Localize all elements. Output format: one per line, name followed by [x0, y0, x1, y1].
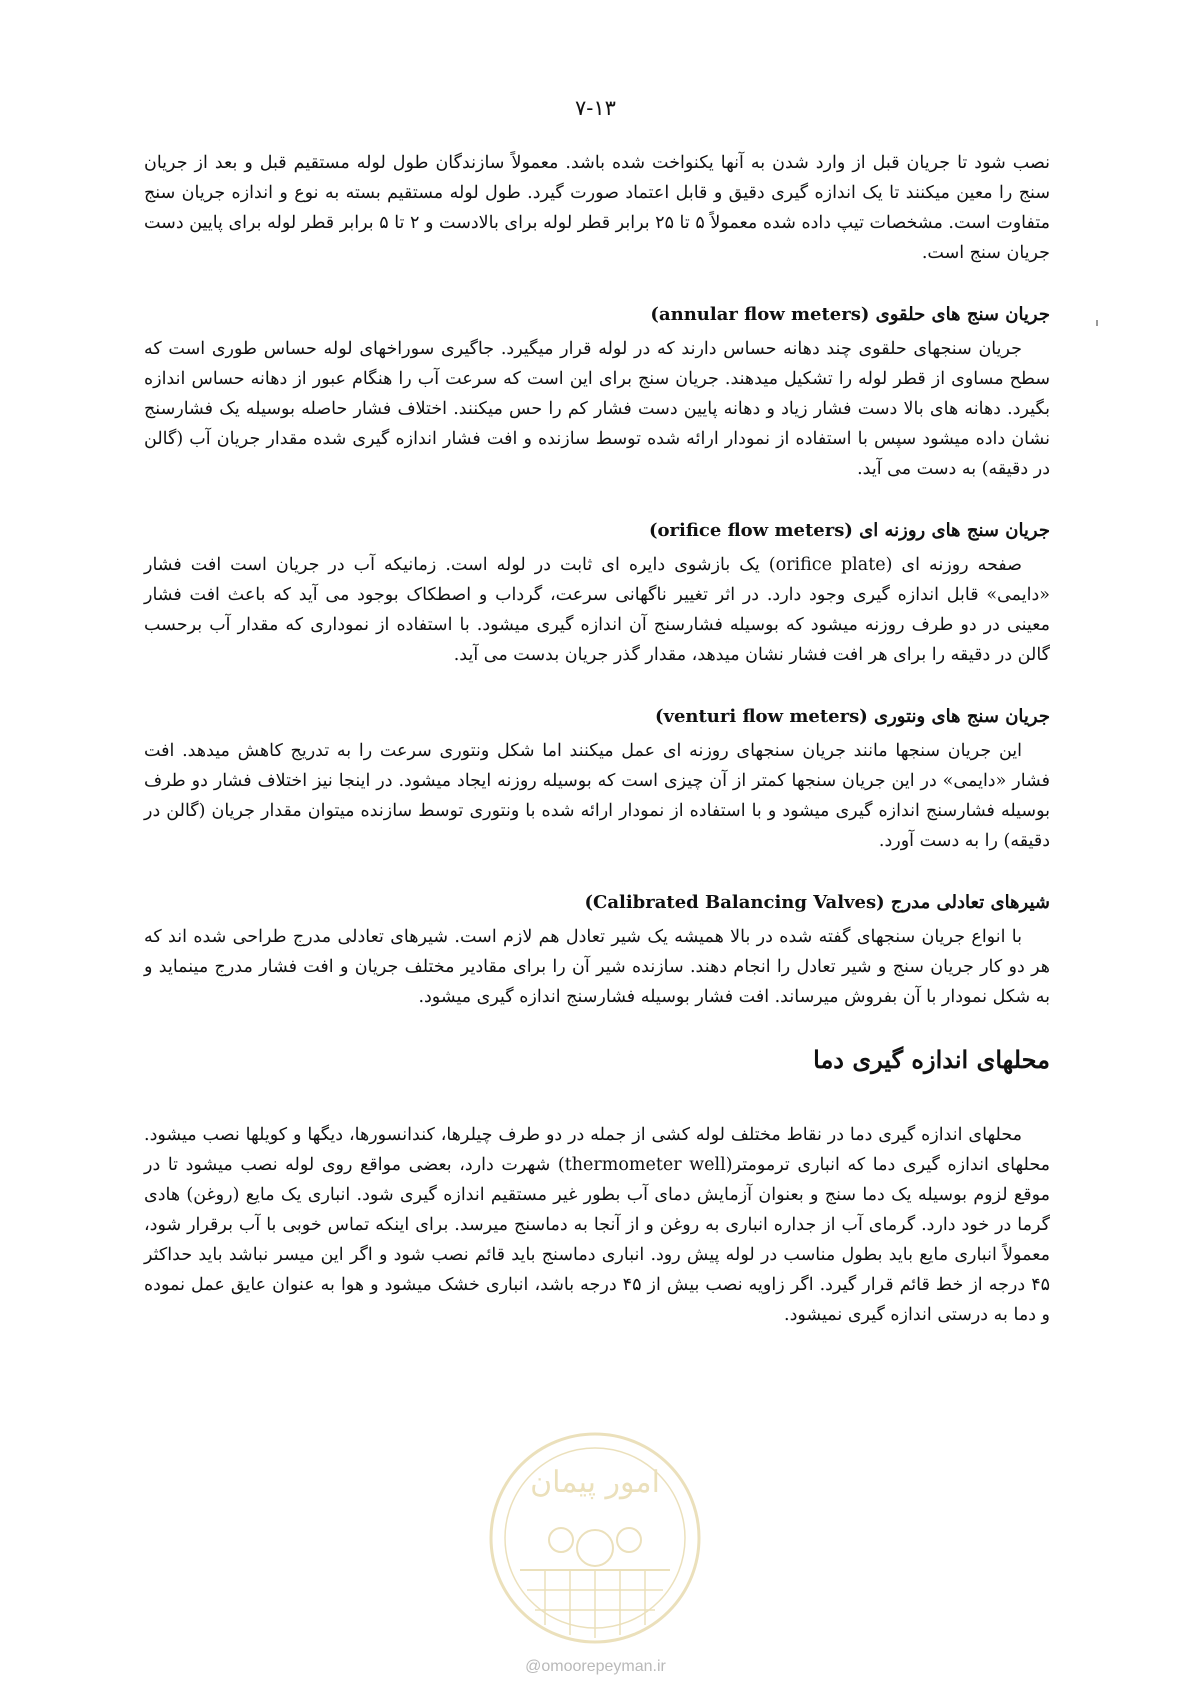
section-body-venturi: این جریان سنجها مانند جریان سنجهای روزنه ای عمل میکنند اما شکل ونتوری سرعت را به تدریج کاهش میدهد. افت فشار «دایمی» در این جریان سنجها کمتر از آن چیزی است که بوسیله روزنه ایجاد میشود. در اینجا نیز اختلاف فشار دو طرف بوسیله فشارسنج اندازه گیری میشود و با استفاده از نمودار ارائه شده با ونتوری توسط سازنده میتوان مقدار جریان (گالن در دقیقه) را به دست آورد. [144, 741, 1050, 851]
section-body-orifice: صفحه روزنه ای (orifice plate) یک بازشوی دایره ای ثابت در لوله است. زمانیکه آب در جریان است افت فشار «دایمی» قابل اندازه گیری وجود دارد. در اثر تغییر ناگهانی سرعت، گرداب و اصطکاک بوجود می آید که باعث افت فشار معینی در دو طرف روزنه میشود که بوسیله فشارسنج آن اندازه گیری میشود. با استفاده از نموداری که مقدار آب برحسب گالن در دقیقه را برای هر افت فشار نشان میدهد، مقدار گذر جریان بدست می آید. [144, 555, 1050, 665]
section-heading-orifice: جریان سنج های روزنه ای (orifice flow meters) [648, 520, 1050, 541]
temperature-body: محلهای اندازه گیری دما در نقاط مختلف لوله کشی از جمله در دو طرف چیلرها، کندانسورها، دیگها و کویلها نصب میشود. محلهای اندازه گیری دما که انباری ترمومتر(thermometer well) شهرت دارد، بعضی مواقع روی لوله نصب میشود تا در موقع لزوم بوسیله یک دما سنج و بعنوان آزمایش دمای آب بطور غیر مستقیم اندازه گیری شود. انباری یک مایع (روغن) هادی گرما در خود دارد. گرمای آب از جداره انباری به روغن و از آنجا به دماسنج میرسد. برای اینکه تماس خوبی با آب برقرار شود، معمولاً انباری مایع باید بطول مناسب در لوله پیش رود. انباری دماسنج باید قائم نصب شود و اگر این میسر نباشد باید حداکثر ۴۵ درجه از خط قائم قرار گیرد. اگر زاویه نصب بیش از ۴۵ درجه باشد، انباری خشک میشود و هوا به عنوان عایق عمل نموده و دما به درستی اندازه گیری نمیشود. [144, 1125, 1051, 1325]
section-heading-balancing-valves: شیرهای تعادلی مدرج (Calibrated Balancing Valves) [584, 892, 1050, 913]
section-heading-annular: جریان سنج های حلقوی (annular flow meters) [650, 304, 1050, 325]
section-body-annular: جریان سنجهای حلقوی چند دهانه حساس دارند که در لوله قرار میگیرد. جاگیری سوراخهای لوله حساس طوری است که سطح مساوی از قطر لوله را تشکیل میدهند. جریان سنج برای این است که سرعت آب را هنگام عبور از دهانه حساس اندازه بگیرد. دهانه های بالا دست فشار زیاد و دهانه پایین دست فشار کم را حس میکنند. اختلاف فشار حاصله بوسیله یک فشارسنج نشان داده میشود سپس با استفاده از نمودار ارائه شده توسط سازنده و افت فشار اندازه گیری شده مقدار جریان آب (گالن در دقیقه) به دست می آید. [144, 339, 1050, 479]
intro-paragraph: نصب شود تا جریان قبل از وارد شدن به آنها یکنواخت شده باشد. معمولاً سازندگان طول لوله مستقیم قبل و بعد از جریان سنج را معین میکنند تا یک اندازه گیری دقیق و قابل اعتماد صورت گیرد. طول لوله مستقیم بسته به نوع و اندازه جریان سنج متفاوت است. مشخصات تیپ داده شده معمولاً ۵ تا ۲۵ برابر قطر لوله برای بالادست و ۲ تا ۵ برابر قطر لوله برای پایین دست جریان سنج است. [144, 153, 1051, 263]
section-body-balancing-valves: با انواع جریان سنجهای گفته شده در بالا همیشه یک شیر تعادل هم لازم است. شیرهای تعادلی مدرج طراحی شده اند که هر دو کار جریان سنج و شیر تعادل را انجام دهند. سازنده شیر آن را برای مقادیر مختلف جریان و افت فشار مدرج مینماید و به شکل نمودار با آن بفروش میرساند. افت فشار بوسیله فشارسنج اندازه گیری میشود. [144, 927, 1050, 1007]
footer-site-watermark: @omoorepeyman.ir [525, 1658, 666, 1675]
section-heading-venturi: جریان سنج های ونتوری (venturi flow meters) [654, 706, 1050, 727]
watermark-logo [465, 1420, 725, 1655]
watermark-logo-text: امور پیمان [530, 1465, 660, 1500]
document-body [144, 148, 1050, 1330]
margin-mark [1096, 320, 1098, 326]
page-number: ۷-۱۳ [575, 96, 616, 120]
temperature-heading: محلهای اندازه گیری دما [813, 1045, 1050, 1074]
